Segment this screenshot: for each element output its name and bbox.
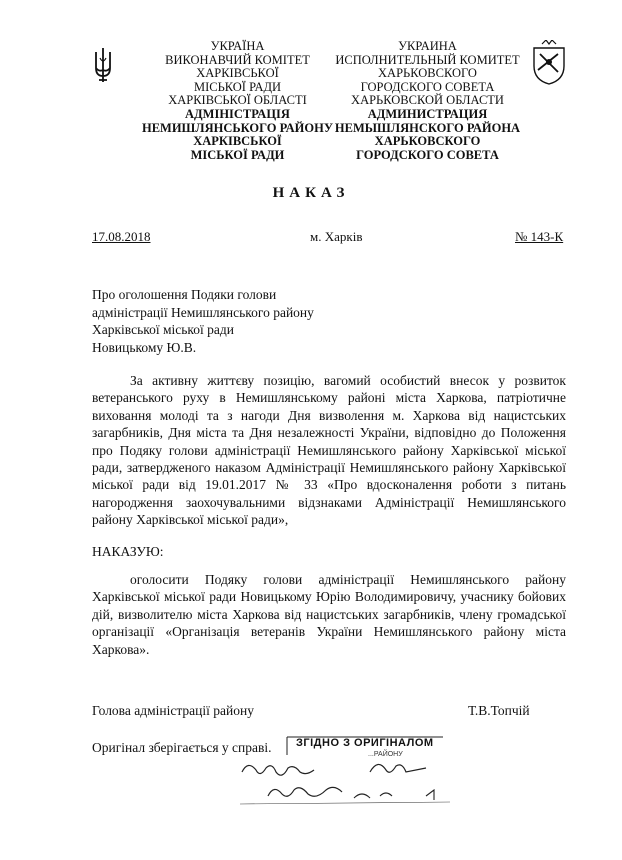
header-bold-line: НЕМИШЛЯНСЬКОГО РАЙОНУ (141, 120, 334, 135)
document-number: № 143-К (515, 229, 564, 244)
stamp-subtitle: ...РАЙОНУ (368, 751, 403, 758)
header-bold-line: ГОРОДСКОГО СОВЕТА (356, 147, 499, 162)
document-date: 17.08.2018 (92, 229, 151, 244)
stamp-title: ЗГІДНО З ОРИГІНАЛОМ (296, 737, 434, 749)
header-bold-line: АДМІНІСТРАЦІЯ (185, 106, 290, 121)
subject-line: Про оголошення Подяки голови (92, 287, 277, 302)
header-line: УКРАЇНА (210, 39, 265, 53)
header-bold-line: ХАРЬКОВСКОГО (374, 134, 481, 149)
subject-line: Новицькому Ю.В. (92, 339, 197, 355)
subject-line: Харківської міської ради (92, 322, 235, 337)
document-title: НАКАЗ (272, 185, 350, 201)
header-line: ВИКОНАВЧИЙ КОМІТЕТ (165, 52, 310, 67)
header-line: ГОРОДСКОГО СОВЕТА (360, 79, 495, 94)
header-right-block (320, 40, 535, 162)
preamble-paragraph: За активну життєву позицію, вагомий особистий внесок у розвиток ветеранського руху в Немишлянському районі міста Харкова, патріотичне виховання молоді та з нагоди Дня визволення м. Харкова від нацистських загарбників, Дня міста та Дня незалежності України, відповідно до Положення про Подяку голови адміністрації Немишлянського району Харківської міської ради, затвердженого наказом Адміністрації Немишлянського району Харківської міської ради від 19.01.2017 № 33 «Про вдосконалення роботи з питань нагородження заохочувальними відзнаками Адміністрації Немишлянського району Харківської міської ради», (92, 373, 566, 528)
signatory-position: Голова адміністрації району (92, 703, 254, 718)
header-line: ХАРЬКОВСКОГО (378, 66, 477, 81)
header-bold-line: ХАРКІВСЬКОЇ (193, 134, 282, 149)
header-left-block (130, 40, 345, 162)
header-line: МІСЬКОЇ РАДИ (193, 79, 282, 94)
signatory-name: Т.В.Топчій (468, 703, 530, 718)
orders-label: НАКАЗУЮ: (92, 544, 164, 559)
handwritten-signatures (230, 750, 460, 810)
header-line: ХАРЬКОВСКОЙ ОБЛАСТИ (351, 93, 504, 108)
original-note: Оригінал зберігається у справі. (92, 740, 272, 755)
header-line: УКРАИНА (398, 39, 457, 53)
header-line: ХАРКІВСЬКОЇ (196, 66, 279, 81)
header-line: ИСПОЛНИТЕЛЬНЫЙ КОМИТЕТ (335, 52, 520, 67)
order-paragraph: оголосити Подяку голови адміністрації Немишлянського району Харківської міської ради Новицькому Юрію Володимировичу, учаснику бойових дій, визволителю міста Харкова від нацистських загарбників, члену громадської організації «Організація ветеранів України Немишлянського району міста Харкова». (92, 572, 566, 657)
document-subject (92, 286, 314, 356)
subject-line: адміністрації Немишлянського району (92, 304, 314, 320)
trident-emblem-icon (92, 46, 114, 86)
header-bold-line: АДМИНИСТРАЦИЯ (367, 106, 488, 121)
header-line: ХАРКІВСЬКОЇ ОБЛАСТІ (168, 93, 307, 108)
document-city: м. Харків (310, 229, 363, 244)
header-bold-line: МІСЬКОЇ РАДИ (190, 147, 285, 162)
header-bold-line: НЕМЫШЛЯНСКОГО РАЙОНА (334, 120, 521, 135)
